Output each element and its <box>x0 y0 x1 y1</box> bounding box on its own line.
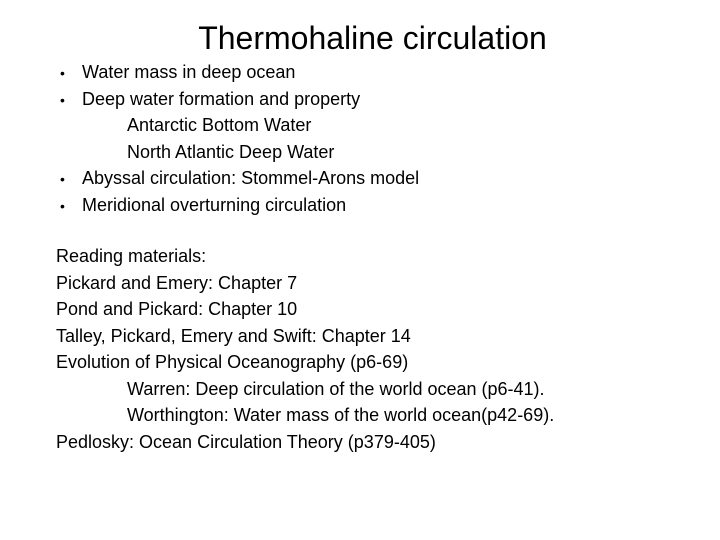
reading-sub-item: Worthington: Water mass of the world ocean(p42-69). <box>127 405 555 425</box>
reading-item: Evolution of Physical Oceanography (p6-69) <box>56 352 409 372</box>
bullet-item <box>60 192 419 219</box>
bullet-dot-icon: • <box>60 91 65 108</box>
sub-bullet-text: North Atlantic Deep Water <box>127 141 335 162</box>
sub-bullet-item <box>60 139 419 166</box>
sub-bullet-text: Antarctic Bottom Water <box>127 115 312 135</box>
bullet-text: Abyssal circulation: Stommel-Arons model <box>82 168 420 188</box>
slide-title: Thermohaline circulation <box>198 20 547 56</box>
bullet-text: Deep water formation and property <box>82 88 361 109</box>
reading-materials <box>56 243 554 455</box>
bullet-dot-icon: • <box>60 197 65 214</box>
bullet-dot-icon: • <box>60 65 65 81</box>
reading-heading: Reading materials: <box>56 246 207 266</box>
reading-item: Pedlosky: Ocean Circulation Theory (p379-405) <box>56 431 436 452</box>
reading-sub-item: Warren: Deep circulation of the world ocean (p6-41). <box>127 378 545 399</box>
bullet-item <box>60 86 419 113</box>
reading-item: Pickard and Emery: Chapter 7 <box>56 272 298 293</box>
bullet-text: Water mass in deep ocean <box>82 62 296 82</box>
bullet-text: Meridional overturning circulation <box>82 194 347 215</box>
reading-item: Pond and Pickard: Chapter 10 <box>56 299 298 319</box>
reading-item: Talley, Pickard, Emery and Swift: Chapter 14 <box>56 325 411 346</box>
bullet-item <box>60 165 419 192</box>
sub-bullet-item <box>60 112 419 139</box>
bullet-list <box>60 59 419 218</box>
bullet-item <box>60 59 419 86</box>
bullet-dot-icon: • <box>60 171 65 187</box>
